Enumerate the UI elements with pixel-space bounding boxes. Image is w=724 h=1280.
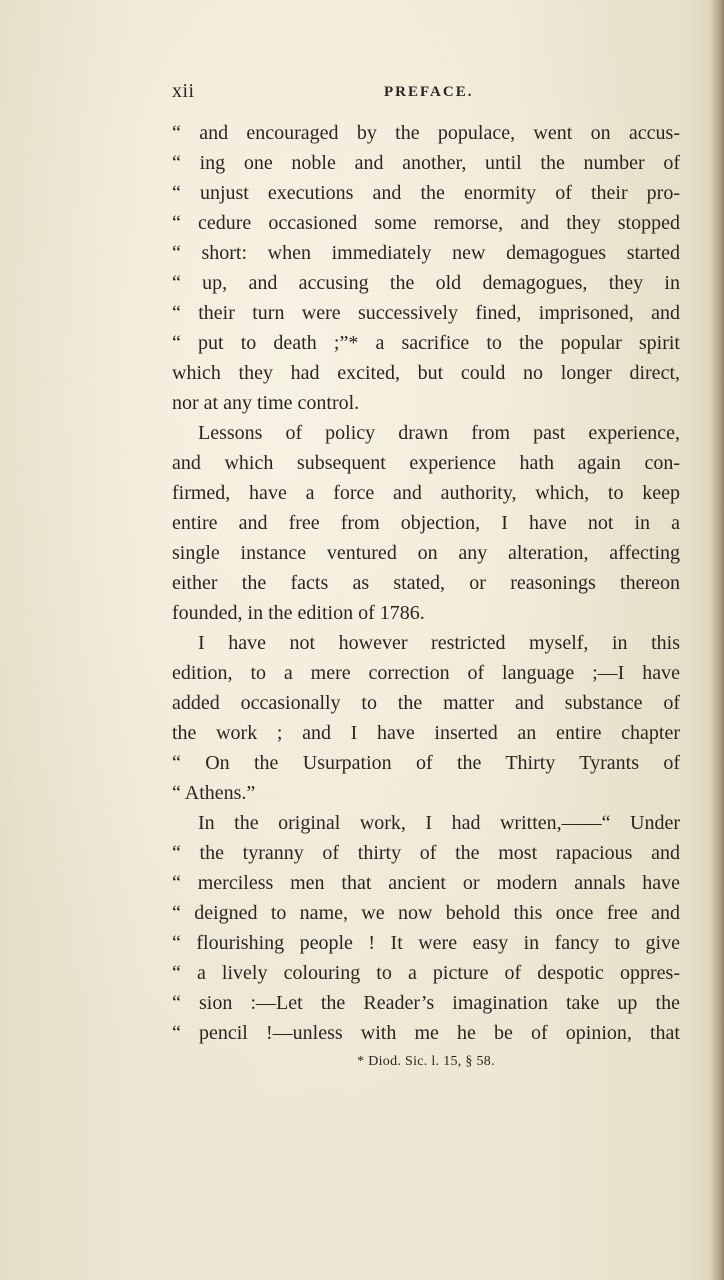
text-line: “ cedure occasioned some remorse, and they stopped — [172, 212, 680, 234]
text-line: “ flourishing people ! It were easy in fancy to give — [172, 932, 680, 954]
text-line: entire and free from objection, I have not in a — [172, 512, 680, 534]
text-line: single instance ventured on any alteration, affecting — [172, 542, 680, 564]
text-line: which they had excited, but could no longer direct, — [172, 362, 680, 384]
text-line: edition, to a mere correction of language ;—I have — [172, 662, 680, 684]
text-line: “ and encouraged by the populace, went on accus- — [172, 122, 680, 144]
page-edge-shadow — [710, 0, 724, 1280]
text-line: the work ; and I have inserted an entire chapter — [172, 722, 680, 744]
text-line: “ sion :—Let the Reader’s imagination take up the — [172, 992, 680, 1014]
text-line: “ the tyranny of thirty of the most rapacious and — [172, 842, 680, 864]
text-line: “ ing one noble and another, until the number of — [172, 152, 680, 174]
text-line: firmed, have a force and authority, which, to keep — [172, 482, 680, 504]
text-line: “ short: when immediately new demagogues started — [172, 242, 680, 264]
text-line: “ deigned to name, we now behold this once free and — [172, 902, 680, 924]
text-line: and which subsequent experience hath again con- — [172, 452, 680, 474]
body-text — [172, 118, 680, 1048]
footnote: * Diod. Sic. l. 15, § 58. — [357, 1054, 495, 1069]
text-line: “ Athens.” — [172, 782, 256, 804]
text-line: “ merciless men that ancient or modern annals have — [172, 872, 680, 894]
running-head: PREFACE. — [384, 84, 474, 100]
text-line: nor at any time control. — [172, 392, 360, 414]
text-line: “ pencil !—unless with me he be of opinion, that — [172, 1022, 680, 1044]
text-line: In the original work, I had written,——“ Under — [198, 812, 680, 834]
text-line: I have not however restricted myself, in this — [198, 632, 680, 654]
text-line: “ put to death ;”* a sacrifice to the popular spirit — [172, 332, 680, 354]
page-header — [172, 80, 680, 110]
text-line: Lessons of policy drawn from past experience, — [198, 422, 680, 444]
text-line: “ unjust executions and the enormity of their pro- — [172, 182, 680, 204]
text-line: “ up, and accusing the old demagogues, they in — [172, 272, 680, 294]
page-number: xii — [172, 80, 195, 102]
text-line: “ On the Usurpation of the Thirty Tyrants of — [172, 752, 680, 774]
text-line: “ their turn were successively fined, imprisoned, and — [172, 302, 680, 324]
text-line: added occasionally to the matter and substance of — [172, 692, 680, 714]
text-line: founded, in the edition of 1786. — [172, 602, 425, 624]
text-line: either the facts as stated, or reasonings thereon — [172, 572, 680, 594]
text-line: “ a lively colouring to a picture of despotic oppres- — [172, 962, 680, 984]
